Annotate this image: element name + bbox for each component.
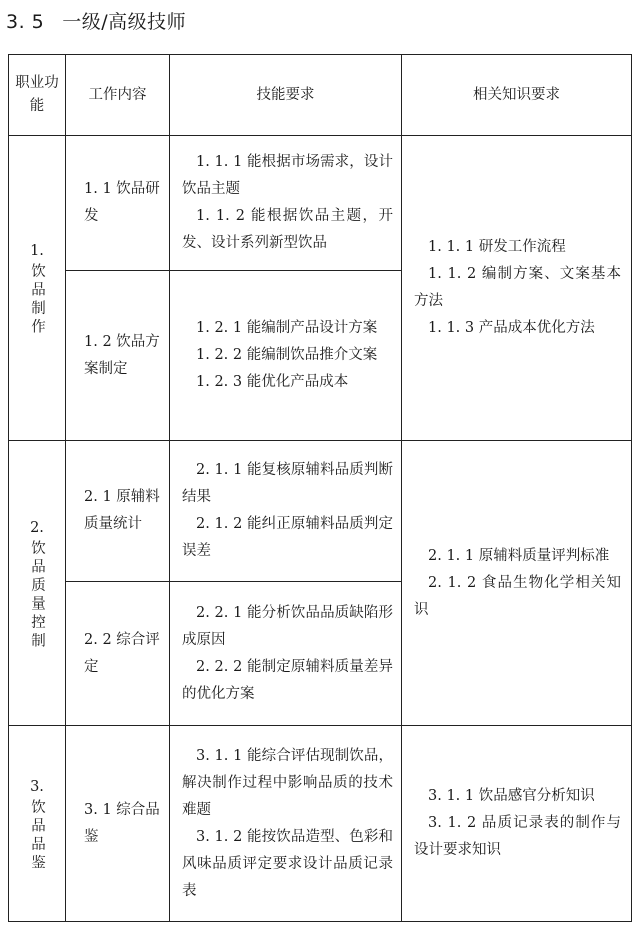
skills-cell	[170, 441, 402, 582]
function-cell	[9, 441, 66, 726]
skill-item: 1. 2. 2 能编制饮品推介文案	[196, 347, 378, 363]
work-content-title: 1. 1 饮品研发	[84, 181, 160, 224]
knowledge-item: 3. 1. 2 品质记录表的制作与设计要求知识	[414, 815, 621, 858]
skill-item: 2. 1. 2 能纠正原辅料品质判定误差	[182, 516, 393, 559]
knowledge-cell	[402, 136, 632, 441]
section-heading	[6, 7, 186, 34]
work-content-title: 1. 2 饮品方案制定	[84, 333, 160, 377]
work-content-cell	[66, 582, 170, 726]
knowledge-item: 1. 1. 3 产品成本优化方法	[428, 320, 595, 336]
skill-item: 2. 1. 1 能复核原辅料品质判断结果	[182, 462, 393, 505]
function-cell	[9, 136, 66, 441]
work-content-cell	[66, 726, 170, 922]
section-number: 3. 5	[6, 11, 45, 33]
skills-cell	[170, 582, 402, 726]
header-work-content: 工作内容	[66, 55, 170, 136]
function-number: 1.	[30, 243, 44, 259]
work-content-cell	[66, 271, 170, 441]
skill-item: 3. 1. 1 能综合评估现制饮品，解决制作过程中影响品质的技术难题	[182, 747, 393, 818]
function-name: 饮品品鉴	[29, 798, 45, 873]
skill-item: 1. 2. 3 能优化产品成本	[196, 374, 349, 390]
skill-item: 2. 2. 2 能制定原辅料质量差异的优化方案	[182, 658, 393, 702]
header-skill-requirements: 技能要求	[170, 55, 402, 136]
skill-item: 2. 2. 1 能分析饮品品质缺陷形成原因	[182, 604, 393, 648]
work-content-title: 2. 2 综合评定	[84, 631, 160, 675]
skills-cell	[170, 271, 402, 441]
function-number: 3.	[30, 778, 44, 795]
skill-item: 1. 1. 1 能根据市场需求，设计饮品主题	[182, 154, 393, 197]
work-content-cell	[66, 441, 170, 582]
knowledge-cell	[402, 441, 632, 726]
work-content-title: 2. 1 原辅料质量统计	[84, 489, 160, 532]
function-name: 饮品制作	[29, 263, 45, 337]
knowledge-item: 2. 1. 2 食品生物化学相关知识	[414, 574, 621, 618]
skill-item: 1. 2. 1 能编制产品设计方案	[196, 320, 378, 336]
knowledge-item: 2. 1. 1 原辅料质量评判标准	[428, 547, 610, 564]
skill-requirements-table	[8, 54, 632, 922]
knowledge-cell	[402, 726, 632, 922]
knowledge-item: 3. 1. 1 饮品感官分析知识	[428, 788, 595, 804]
function-name: 饮品质量控制	[29, 539, 45, 651]
skill-item: 1. 1. 2 能根据饮品主题，开发、设计系列新型饮品	[182, 208, 393, 251]
knowledge-item: 1. 1. 1 研发工作流程	[428, 239, 566, 255]
table-row	[9, 726, 632, 922]
skills-cell	[170, 726, 402, 922]
skill-item: 3. 1. 2 能按饮品造型、色彩和风味品质评定要求设计品质记录表	[182, 828, 393, 899]
function-number: 2.	[30, 519, 44, 536]
work-content-cell	[66, 136, 170, 271]
table-row	[9, 136, 632, 271]
header-function: 职业功能	[9, 55, 66, 136]
section-title: 一级/高级技师	[62, 11, 187, 33]
header-knowledge-requirements: 相关知识要求	[402, 55, 632, 136]
work-content-title: 3. 1 综合品鉴	[84, 801, 160, 845]
table-row	[9, 441, 632, 582]
skills-cell	[170, 136, 402, 271]
knowledge-item: 1. 1. 2 编制方案、文案基本方法	[414, 266, 621, 309]
function-cell	[9, 726, 66, 922]
table-header-row	[9, 55, 632, 136]
